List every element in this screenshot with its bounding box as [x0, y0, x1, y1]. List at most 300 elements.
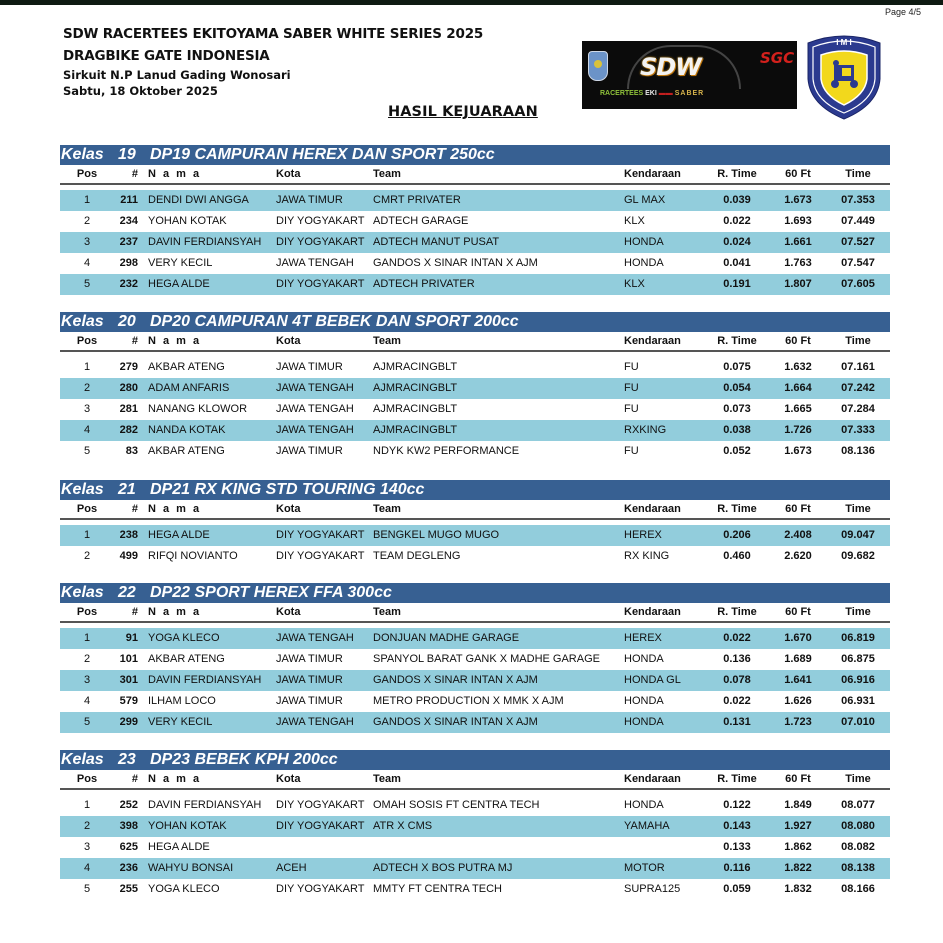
col-rtime: R. Time	[717, 335, 757, 347]
results-title: HASIL KEJUARAAN	[388, 104, 538, 120]
col-time: Time	[845, 503, 871, 515]
sixty-ft-time: 2.620	[784, 550, 812, 562]
rider-name: YOHAN KOTAK	[148, 215, 227, 227]
position: 2	[83, 550, 91, 562]
col-kendaraan: Kendaraan	[624, 606, 681, 618]
reaction-time: 0.038	[723, 424, 751, 436]
reaction-time: 0.075	[723, 361, 751, 373]
col-nama: N a m a	[148, 606, 202, 618]
vehicle: HEREX	[624, 632, 662, 644]
team-name: ADTECH X BOS PUTRA MJ	[373, 862, 513, 874]
col-pos: Pos	[76, 773, 98, 785]
rider-name: DAVIN FERDIANSYAH	[148, 674, 262, 686]
event-date: Sabtu, 18 Oktober 2025	[63, 84, 218, 98]
team-name: AJMRACINGBLT	[373, 361, 458, 373]
class-section-20	[60, 312, 890, 462]
rider-name: AKBAR ATENG	[148, 653, 225, 665]
col-rtime: R. Time	[717, 773, 757, 785]
class-number: 23	[118, 751, 136, 768]
vehicle: HONDA	[624, 799, 664, 811]
result-row	[60, 441, 890, 462]
rider-name: DENDI DWI ANGGA	[148, 194, 249, 206]
result-row	[60, 712, 890, 733]
vehicle: HONDA	[624, 716, 664, 728]
team-name: ADTECH MANUT PUSAT	[373, 236, 500, 248]
final-time: 06.875	[841, 653, 875, 665]
position: 3	[83, 841, 91, 853]
final-time: 06.819	[841, 632, 875, 644]
vehicle: GL MAX	[624, 194, 666, 206]
reaction-time: 0.022	[723, 215, 751, 227]
vehicle: HONDA	[624, 236, 664, 248]
col-nama: N a m a	[148, 168, 202, 180]
col-kota: Kota	[276, 606, 301, 618]
class-number: 19	[118, 146, 136, 163]
team-name: NDYK KW2 PERFORMANCE	[373, 445, 520, 457]
class-title: DP21 RX KING STD TOURING 140cc	[150, 481, 425, 498]
rider-name: AKBAR ATENG	[148, 361, 225, 373]
reaction-time: 0.133	[723, 841, 751, 853]
sixty-ft-time: 1.689	[784, 653, 812, 665]
rider-name: DAVIN FERDIANSYAH	[148, 236, 262, 248]
final-time: 06.916	[841, 674, 875, 686]
final-time: 08.166	[841, 883, 875, 895]
team-name: SPANYOL BARAT GANK X MADHE GARAGE	[373, 653, 600, 665]
col-kota: Kota	[276, 773, 301, 785]
position: 5	[83, 278, 91, 290]
class-label: Kelas	[61, 146, 104, 163]
final-time: 07.605	[841, 278, 875, 290]
rider-name: WAHYU BONSAI	[148, 862, 234, 874]
result-row	[60, 628, 890, 649]
result-row	[60, 399, 890, 420]
class-section-23	[60, 750, 890, 900]
position: 2	[83, 820, 91, 832]
team-name: ATR X CMS	[373, 820, 433, 832]
vehicle: HONDA GL	[624, 674, 681, 686]
sponsor-banner-logo	[582, 41, 797, 109]
final-time: 07.333	[841, 424, 875, 436]
team-name: GANDOS X SINAR INTAN X AJM	[373, 716, 538, 728]
reaction-time: 0.191	[723, 278, 751, 290]
col-kendaraan: Kendaraan	[624, 168, 681, 180]
class-section-21	[60, 480, 890, 567]
rider-name: NANANG KLOWOR	[148, 403, 248, 415]
class-title-bar	[60, 750, 890, 770]
rider-name: YOHAN KOTAK	[148, 820, 227, 832]
rider-number: 301	[119, 674, 138, 686]
position: 5	[83, 445, 91, 457]
team-name: ADTECH GARAGE	[373, 215, 469, 227]
rider-number: 579	[119, 695, 138, 707]
position: 1	[83, 799, 91, 811]
imi-logo	[804, 33, 884, 121]
rider-number: 255	[119, 883, 138, 895]
final-time: 07.242	[841, 382, 875, 394]
sixty-ft-time: 1.665	[784, 403, 812, 415]
position: 1	[83, 361, 91, 373]
position: 3	[83, 674, 91, 686]
page-number: Page 4/5	[884, 7, 921, 17]
reaction-time: 0.041	[723, 257, 751, 269]
class-section-22	[60, 583, 890, 733]
result-row	[60, 211, 890, 232]
city: JAWA TIMUR	[276, 674, 343, 686]
team-name: TEAM DEGLENG	[373, 550, 461, 562]
eki-mark: ▬▬	[658, 90, 673, 97]
col-team: Team	[373, 335, 401, 347]
position: 3	[83, 236, 91, 248]
rider-number: 91	[125, 632, 138, 644]
vehicle: YAMAHA	[624, 820, 670, 832]
rider-name: DAVIN FERDIANSYAH	[148, 799, 262, 811]
rider-number: 234	[119, 215, 138, 227]
col-nama: N a m a	[148, 335, 202, 347]
final-time: 07.527	[841, 236, 875, 248]
rider-name: HEGA ALDE	[148, 278, 210, 290]
rider-name: RIFQI NOVIANTO	[148, 550, 238, 562]
col-team: Team	[373, 503, 401, 515]
result-row	[60, 879, 890, 900]
team-name: CMRT PRIVATER	[373, 194, 461, 206]
col-time: Time	[845, 168, 871, 180]
sgc-logo: SGC	[760, 49, 795, 67]
vehicle: FU	[624, 445, 639, 457]
sixty-ft-time: 1.862	[784, 841, 812, 853]
final-time: 07.161	[841, 361, 875, 373]
sixty-ft-time: 1.673	[784, 194, 812, 206]
result-row	[60, 546, 890, 567]
rider-number: 232	[119, 278, 138, 290]
col-kendaraan: Kendaraan	[624, 335, 681, 347]
final-time: 06.931	[841, 695, 875, 707]
result-row	[60, 378, 890, 399]
club-shield-icon	[588, 51, 608, 81]
class-label: Kelas	[61, 481, 104, 498]
reaction-time: 0.136	[723, 653, 751, 665]
final-time: 07.353	[841, 194, 875, 206]
vehicle: RXKING	[624, 424, 667, 436]
class-number: 21	[118, 481, 136, 498]
position: 4	[83, 695, 91, 707]
result-row	[60, 525, 890, 546]
result-row	[60, 858, 890, 879]
reaction-time: 0.078	[723, 674, 751, 686]
class-title: DP19 CAMPURAN HEREX DAN SPORT 250cc	[150, 146, 495, 163]
col-number: #	[131, 335, 138, 347]
col-rtime: R. Time	[717, 503, 757, 515]
sixty-ft-time: 1.822	[784, 862, 812, 874]
city: JAWA TENGAH	[276, 257, 354, 269]
final-time: 07.547	[841, 257, 875, 269]
vehicle: FU	[624, 382, 639, 394]
reaction-time: 0.122	[723, 799, 751, 811]
col-number: #	[131, 168, 138, 180]
sixty-ft-time: 1.632	[784, 361, 812, 373]
team-name: BENGKEL MUGO MUGO	[373, 529, 500, 541]
reaction-time: 0.206	[723, 529, 751, 541]
sixty-ft-time: 1.661	[784, 236, 812, 248]
position: 1	[83, 194, 91, 206]
result-row	[60, 670, 890, 691]
col-pos: Pos	[76, 168, 98, 180]
position: 4	[83, 424, 91, 436]
sixty-ft-time: 1.763	[784, 257, 812, 269]
vehicle: SUPRA125	[624, 883, 681, 895]
position: 5	[83, 883, 91, 895]
col-team: Team	[373, 168, 401, 180]
reaction-time: 0.024	[723, 236, 751, 248]
class-number: 20	[118, 313, 136, 330]
sixty-ft-time: 1.849	[784, 799, 812, 811]
reaction-time: 0.460	[723, 550, 751, 562]
col-kota: Kota	[276, 503, 301, 515]
position: 2	[83, 215, 91, 227]
city: DIY YOGYAKART	[276, 215, 365, 227]
city: JAWA TIMUR	[276, 653, 343, 665]
col-pos: Pos	[76, 606, 98, 618]
event-title: SDW RACERTEES EKITOYAMA SABER WHITE SERIES 2025	[63, 26, 484, 42]
class-title: DP23 BEBEK KPH 200cc	[150, 751, 338, 768]
column-header	[60, 500, 890, 520]
result-row	[60, 691, 890, 712]
result-row	[60, 420, 890, 441]
class-title: DP20 CAMPURAN 4T BEBEK DAN SPORT 200cc	[150, 313, 519, 330]
rider-name: AKBAR ATENG	[148, 445, 225, 457]
position: 2	[83, 382, 91, 394]
rider-name: ILHAM LOCO	[148, 695, 216, 707]
result-row	[60, 795, 890, 816]
vehicle: FU	[624, 361, 639, 373]
city: JAWA TENGAH	[276, 424, 354, 436]
class-label: Kelas	[61, 584, 104, 601]
rider-number: 499	[119, 550, 138, 562]
vehicle: MOTOR	[624, 862, 665, 874]
rider-number: 281	[119, 403, 138, 415]
city: JAWA TIMUR	[276, 445, 343, 457]
result-row	[60, 190, 890, 211]
city: JAWA TIMUR	[276, 695, 343, 707]
city: DIY YOGYAKART	[276, 799, 365, 811]
city: DIY YOGYAKART	[276, 236, 365, 248]
rider-number: 280	[119, 382, 138, 394]
result-row	[60, 357, 890, 378]
sixty-ft-time: 1.726	[784, 424, 812, 436]
team-name: AJMRACINGBLT	[373, 424, 458, 436]
city: JAWA TENGAH	[276, 716, 354, 728]
position: 1	[83, 529, 91, 541]
col-number: #	[131, 503, 138, 515]
rider-number: 279	[119, 361, 138, 373]
class-title: DP22 SPORT HEREX FFA 300cc	[150, 584, 392, 601]
position: 4	[83, 862, 91, 874]
col-60ft: 60 Ft	[785, 606, 811, 618]
city: DIY YOGYAKART	[276, 278, 365, 290]
col-60ft: 60 Ft	[785, 335, 811, 347]
col-time: Time	[845, 606, 871, 618]
col-kendaraan: Kendaraan	[624, 503, 681, 515]
rider-name: VERY KECIL	[148, 257, 213, 269]
col-team: Team	[373, 606, 401, 618]
class-number: 22	[118, 584, 136, 601]
position: 5	[83, 716, 91, 728]
col-pos: Pos	[76, 503, 98, 515]
position: 4	[83, 257, 91, 269]
rider-name: YOGA KLECO	[148, 883, 220, 895]
final-time: 07.010	[841, 716, 875, 728]
sixty-ft-time: 1.693	[784, 215, 812, 227]
position: 3	[83, 403, 91, 415]
city: JAWA TIMUR	[276, 361, 343, 373]
final-time: 07.284	[841, 403, 875, 415]
city: DIY YOGYAKART	[276, 529, 365, 541]
rider-number: 238	[119, 529, 138, 541]
result-row	[60, 274, 890, 295]
vehicle: KLX	[624, 278, 645, 290]
team-name: OMAH SOSIS FT CENTRA TECH	[373, 799, 540, 811]
vehicle: HONDA	[624, 257, 664, 269]
city: DIY YOGYAKART	[276, 883, 365, 895]
final-time: 08.077	[841, 799, 875, 811]
col-team: Team	[373, 773, 401, 785]
team-name: DONJUAN MADHE GARAGE	[373, 632, 520, 644]
eki-logo: EKI	[645, 90, 657, 97]
team-name: AJMRACINGBLT	[373, 382, 458, 394]
col-kota: Kota	[276, 335, 301, 347]
sixty-ft-time: 1.670	[784, 632, 812, 644]
vehicle: FU	[624, 403, 639, 415]
sdw-logo: SDW	[640, 53, 701, 81]
team-name: GANDOS X SINAR INTAN X AJM	[373, 674, 538, 686]
team-name: AJMRACINGBLT	[373, 403, 458, 415]
reaction-time: 0.022	[723, 632, 751, 644]
sponsor-strip	[600, 90, 704, 97]
sixty-ft-time: 1.641	[784, 674, 812, 686]
col-kota: Kota	[276, 168, 301, 180]
column-header	[60, 332, 890, 352]
city: ACEH	[276, 862, 307, 874]
sixty-ft-time: 1.723	[784, 716, 812, 728]
sixty-ft-time: 1.664	[784, 382, 812, 394]
class-label: Kelas	[61, 313, 104, 330]
svg-text:I M I: I M I	[836, 38, 852, 47]
final-time: 08.082	[841, 841, 875, 853]
col-60ft: 60 Ft	[785, 773, 811, 785]
class-title-bar	[60, 145, 890, 165]
col-pos: Pos	[76, 335, 98, 347]
final-time: 08.136	[841, 445, 875, 457]
sixty-ft-time: 1.673	[784, 445, 812, 457]
col-nama: N a m a	[148, 503, 202, 515]
final-time: 07.449	[841, 215, 875, 227]
result-row	[60, 649, 890, 670]
city: JAWA TENGAH	[276, 382, 354, 394]
rider-number: 211	[120, 194, 138, 206]
class-title-bar	[60, 583, 890, 603]
column-header	[60, 165, 890, 185]
final-time: 09.047	[841, 529, 875, 541]
column-header	[60, 603, 890, 623]
col-number: #	[131, 773, 138, 785]
team-name: METRO PRODUCTION X MMK X AJM	[373, 695, 564, 707]
sixty-ft-time: 1.626	[784, 695, 812, 707]
col-number: #	[131, 606, 138, 618]
rider-number: 299	[119, 716, 138, 728]
reaction-time: 0.022	[723, 695, 751, 707]
final-time: 08.138	[841, 862, 875, 874]
vehicle: HONDA	[624, 653, 664, 665]
vehicle: HONDA	[624, 695, 664, 707]
col-time: Time	[845, 773, 871, 785]
rider-number: 101	[119, 653, 138, 665]
rider-number: 252	[119, 799, 138, 811]
saber-logo: SABER	[674, 90, 705, 97]
rider-number: 398	[119, 820, 138, 832]
class-section-19	[60, 145, 890, 295]
col-rtime: R. Time	[717, 168, 757, 180]
venue: Sirkuit N.P Lanud Gading Wonosari	[63, 68, 291, 82]
reaction-time: 0.054	[723, 382, 751, 394]
rider-name: HEGA ALDE	[148, 841, 210, 853]
reaction-time: 0.116	[723, 862, 751, 874]
organizer: DRAGBIKE GATE INDONESIA	[63, 48, 270, 64]
rider-number: 236	[119, 862, 138, 874]
sixty-ft-time: 1.927	[784, 820, 812, 832]
rider-name: VERY KECIL	[148, 716, 213, 728]
reaction-time: 0.143	[723, 820, 751, 832]
column-header	[60, 770, 890, 790]
reaction-time: 0.039	[723, 194, 751, 206]
racertees-logo: RACERTEES	[600, 90, 644, 97]
team-name: GANDOS X SINAR INTAN X AJM	[373, 257, 538, 269]
col-time: Time	[845, 335, 871, 347]
rider-number: 625	[119, 841, 138, 853]
rider-number: 298	[119, 257, 138, 269]
rider-name: NANDA KOTAK	[148, 424, 226, 436]
result-row	[60, 253, 890, 274]
reaction-time: 0.059	[723, 883, 751, 895]
result-row	[60, 232, 890, 253]
result-row	[60, 837, 890, 858]
vehicle: KLX	[624, 215, 645, 227]
vehicle: HEREX	[624, 529, 662, 541]
class-title-bar	[60, 312, 890, 332]
rider-number: 237	[119, 236, 138, 248]
rider-name: HEGA ALDE	[148, 529, 210, 541]
team-name: MMTY FT CENTRA TECH	[373, 883, 502, 895]
col-kendaraan: Kendaraan	[624, 773, 681, 785]
city: JAWA TENGAH	[276, 632, 354, 644]
position: 1	[83, 632, 91, 644]
result-row	[60, 816, 890, 837]
city: JAWA TIMUR	[276, 194, 343, 206]
city: DIY YOGYAKART	[276, 820, 365, 832]
sixty-ft-time: 1.832	[784, 883, 812, 895]
sixty-ft-time: 1.807	[784, 278, 812, 290]
final-time: 09.682	[841, 550, 875, 562]
rider-number: 282	[119, 424, 138, 436]
col-nama: N a m a	[148, 773, 202, 785]
sixty-ft-time: 2.408	[784, 529, 812, 541]
reaction-time: 0.131	[723, 716, 751, 728]
position: 2	[83, 653, 91, 665]
city: JAWA TENGAH	[276, 403, 354, 415]
reaction-time: 0.052	[723, 445, 751, 457]
rider-number: 83	[125, 445, 138, 457]
city: DIY YOGYAKART	[276, 550, 365, 562]
team-name: ADTECH PRIVATER	[373, 278, 475, 290]
col-60ft: 60 Ft	[785, 503, 811, 515]
